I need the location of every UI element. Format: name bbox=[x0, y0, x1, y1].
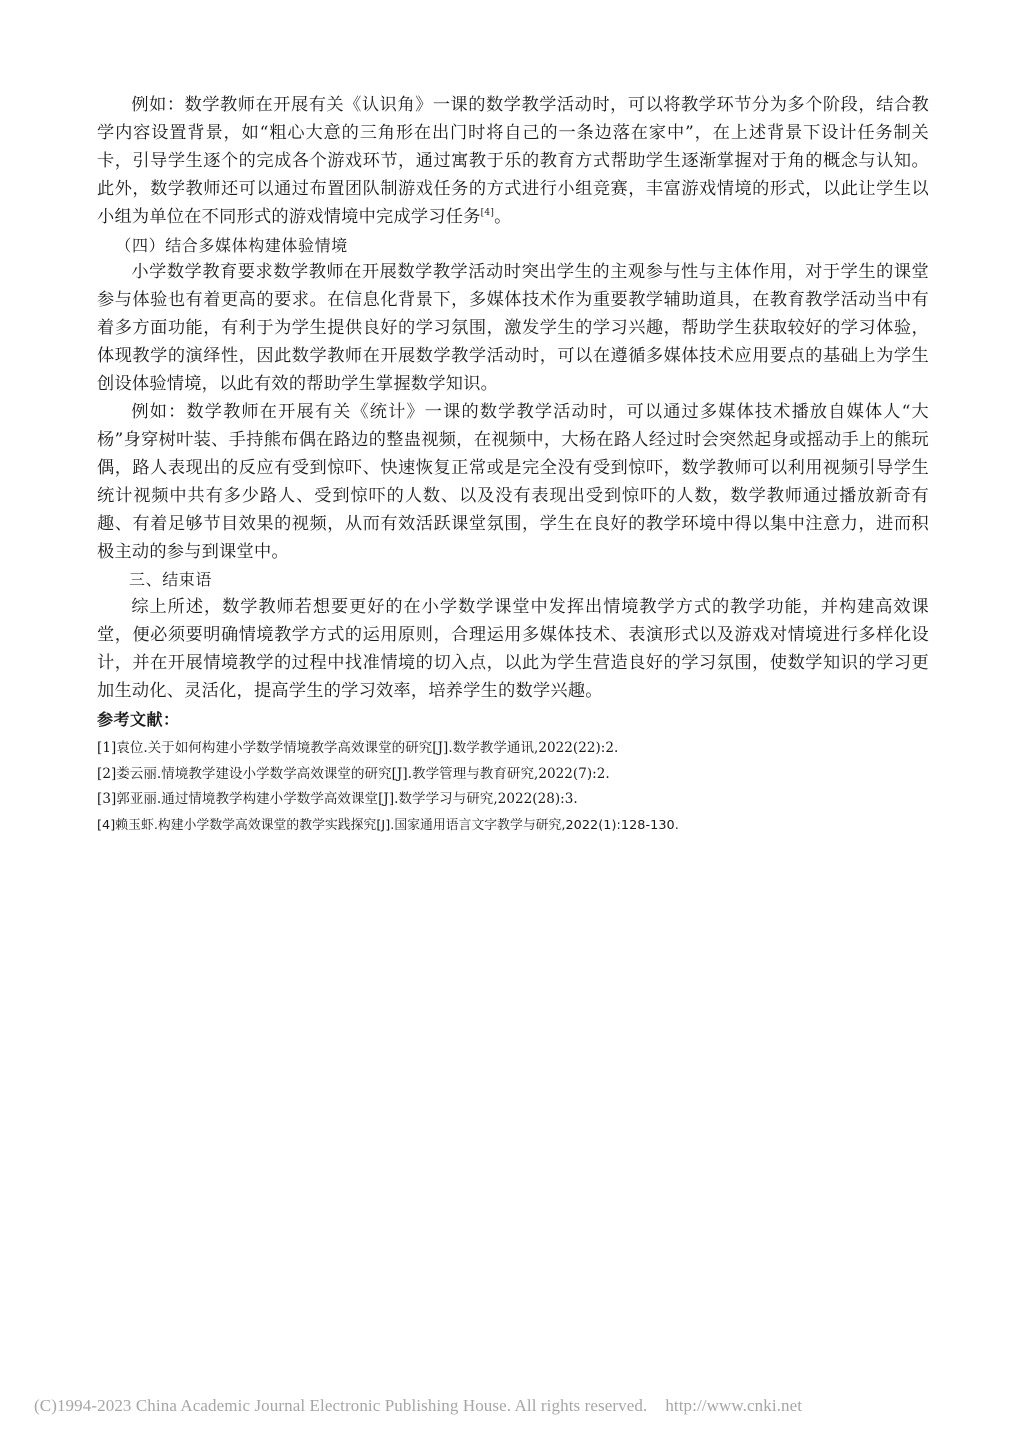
footer-url-link[interactable]: http://www.cnki.net bbox=[665, 1396, 803, 1415]
copyright-text: (C)1994-2023 China Academic Journal Electronic Publishing House. All rights reserved. bbox=[34, 1396, 648, 1415]
paragraph-conclusion: 综上所述，数学教师若想要更好的在小学数学课堂中发挥出情境教学方式的教学功能，并构建高效课堂，便必须要明确情境教学方式的运用原则，合理运用多媒体技术、表演形式以及游戏对情境进行多样化设计，并在开展情境教学的过程中找准情境的切入点，以此为学生营造良好的学习氛围，使数学知识的学习更加生动化、灵活化，提高学生的学习效率，培养学生的数学兴趣。 bbox=[97, 597, 929, 702]
article-body bbox=[97, 92, 929, 838]
paragraph-text: 例如：数学教师在开展有关《认识角》一课的数学教学活动时，可以将教学环节分为多个阶段，结合教学内容设置背景，如“粗心大意的三角形在出门时将自己的一条边落在家中”，在上述背景下设计任务制关卡，引导学生逐个的完成各个游戏环节，通过寓教于乐的教育方式帮助学生逐渐掌握对于角的概念与认知。此外，数学教师还可以通过布置团队制游戏任务的方式进行小组竞赛，丰富游戏情境的形式，以此让学生以小组为单位在不同形式的游戏情境中完成学习任务 bbox=[97, 95, 929, 227]
reference-item-4: [4]赖玉虾.构建小学数学高效课堂的教学实践探究[J].国家通用语言文字教学与研究,2022(1):128-130. bbox=[97, 817, 679, 833]
reference-item-1: [1]袁位.关于如何构建小学数学情境教学高效课堂的研究[J].数学教学通讯,2022(22):2. bbox=[97, 739, 619, 756]
citation-marker[interactable]: [4] bbox=[480, 207, 495, 218]
paragraph-example-statistics: 例如：数学教师在开展有关《统计》一课的数学教学活动时，可以通过多媒体技术播放自媒体人“大杨”身穿树叶装、手持熊布偶在路边的整蛊视频，在视频中，大杨在路人经过时会突然起身或摇动手上的熊玩偶，路人表现出的反应有受到惊吓、快速恢复正常或是完全没有受到惊吓，数学教师可以利用视频引导学生统计视频中共有多少路人、受到惊吓的人数、以及没有表现出受到惊吓的人数，数学教师通过播放新奇有趣、有着足够节目效果的视频，从而有效活跃课堂氛围，学生在良好的教学环境中得以集中注意力，进而积极主动的参与到课堂中。 bbox=[97, 401, 929, 562]
section-heading-multimedia: （四）结合多媒体构建体验情境 bbox=[115, 235, 348, 255]
paragraph-multimedia: 小学数学教育要求数学教师在开展数学教学活动时突出学生的主观参与性与主体作用，对于学生的课堂参与体验也有着更高的要求。在信息化背景下，多媒体技术作为重要教学辅助道具，在教育教学活动当中有着多方面功能，有利于为学生提供良好的学习氛围，激发学生的学习兴趣，帮助学生获取较好的学习体验，体现教学的演绎性，因此数学教师在开展数学教学活动时，可以在遵循多媒体技术应用要点的基础上为学生创设体验情境，以此有效的帮助学生掌握数学知识。 bbox=[97, 262, 929, 395]
section-heading-conclusion: 三、结束语 bbox=[129, 570, 213, 590]
references-list bbox=[97, 736, 929, 838]
reference-item-3: [3]郭亚丽.通过情境教学构建小学数学高效课堂[J].数学学习与研究,2022(28):3. bbox=[97, 791, 578, 808]
reference-item-2: [2]娄云丽.情境教学建设小学数学高效课堂的研究[J].教学管理与教育研究,2022(7):2. bbox=[97, 765, 610, 782]
paragraph-example-angle bbox=[97, 92, 929, 232]
copyright-footer bbox=[34, 1396, 802, 1416]
references-title: 参考文献： bbox=[97, 709, 180, 729]
paragraph-end: 。 bbox=[494, 206, 512, 227]
